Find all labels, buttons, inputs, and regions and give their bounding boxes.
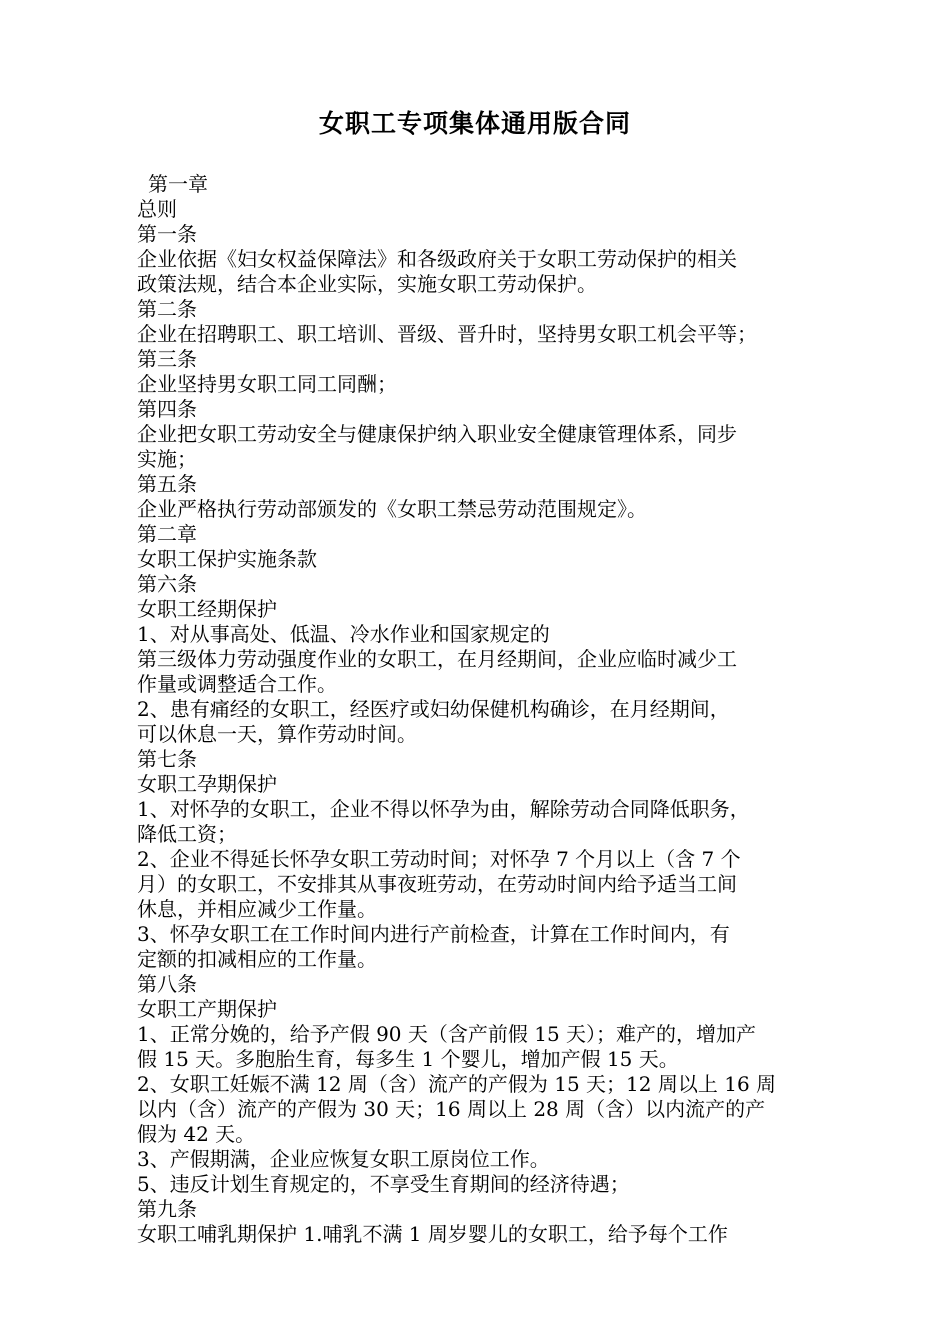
chapter-heading: 第二章 [137, 522, 197, 546]
article-heading: 第三条 [137, 347, 197, 371]
article-heading: 第九条 [137, 1197, 197, 1221]
body-line: 企业在招聘职工、职工培训、晋级、晋升时，坚持男女职工机会平等； [137, 322, 757, 346]
body-line: 企业严格执行劳动部颁发的《女职工禁忌劳动范围规定》。 [137, 497, 647, 521]
section-heading: 女职工产期保护 [137, 997, 277, 1021]
body-line: 企业依据《妇女权益保障法》和各级政府关于女职工劳动保护的相关 [137, 247, 737, 271]
body-line: 可以休息一天，算作劳动时间。 [137, 722, 417, 746]
body-line: 企业坚持男女职工同工同酬； [137, 372, 397, 396]
article-heading: 第六条 [137, 572, 197, 596]
body-line: 政策法规，结合本企业实际，实施女职工劳动保护。 [137, 272, 597, 296]
article-heading: 第五条 [137, 472, 197, 496]
body-line: 以内（含）流产的产假为 30 天；16 周以上 28 周（含）以内流产的产 [137, 1097, 766, 1121]
body-line: 2、企业不得延长怀孕女职工劳动时间；对怀孕 7 个月以上（含 7 个 [137, 847, 741, 871]
body-line: 5、违反计划生育规定的，不享受生育期间的经济待遇； [137, 1172, 630, 1196]
body-line: 月）的女职工，不安排其从事夜班劳动，在劳动时间内给予适当工间 [137, 872, 737, 896]
body-line: 休息，并相应减少工作量。 [137, 897, 377, 921]
article-heading: 第四条 [137, 397, 197, 421]
article-heading: 第八条 [137, 972, 197, 996]
body-line: 1、正常分娩的，给予产假 90 天（含产前假 15 天）；难产的，增加产 [137, 1022, 757, 1046]
article-heading: 第七条 [137, 747, 197, 771]
body-line: 2、患有痛经的女职工，经医疗或妇幼保健机构确诊，在月经期间， [137, 697, 730, 721]
body-line: 实施； [137, 447, 197, 471]
chapter-heading: 第一章 [148, 172, 208, 196]
body-line: 第三级体力劳动强度作业的女职工，在月经期间，企业应临时减少工 [137, 647, 737, 671]
body-line: 3、怀孕女职工在工作时间内进行产前检查，计算在工作时间内，有 [137, 922, 730, 946]
chapter-subtitle: 女职工保护实施条款 [137, 547, 317, 571]
article-heading: 第二条 [137, 297, 197, 321]
body-line: 2、女职工妊娠不满 12 周（含）流产的产假为 15 天；12 周以上 16 周 [137, 1072, 777, 1096]
chapter-subtitle: 总则 [137, 197, 177, 221]
section-heading: 女职工经期保护 [137, 597, 277, 621]
article-heading: 第一条 [137, 222, 197, 246]
body-line: 假为 42 天。 [137, 1122, 256, 1146]
body-line: 女职工哺乳期保护 1.哺乳不满 1 周岁婴儿的女职工，给予每个工作 [137, 1222, 728, 1246]
body-line: 降低工资； [137, 822, 237, 846]
section-heading: 女职工孕期保护 [137, 772, 277, 796]
document-body [137, 172, 837, 1247]
body-line: 1、对从事高处、低温、冷水作业和国家规定的 [137, 622, 550, 646]
body-line: 3、产假期满，企业应恢复女职工原岗位工作。 [137, 1147, 550, 1171]
body-line: 作量或调整适合工作。 [137, 672, 337, 696]
body-line: 1、对怀孕的女职工，企业不得以怀孕为由，解除劳动合同降低职务， [137, 797, 750, 821]
body-line: 假 15 天。多胞胎生育，每多生 1 个婴儿，增加产假 15 天。 [137, 1047, 679, 1071]
body-line: 定额的扣减相应的工作量。 [137, 947, 377, 971]
body-line: 企业把女职工劳动安全与健康保护纳入职业安全健康管理体系，同步 [137, 422, 737, 446]
document-title: 女职工专项集体通用版合同 [318, 109, 631, 138]
